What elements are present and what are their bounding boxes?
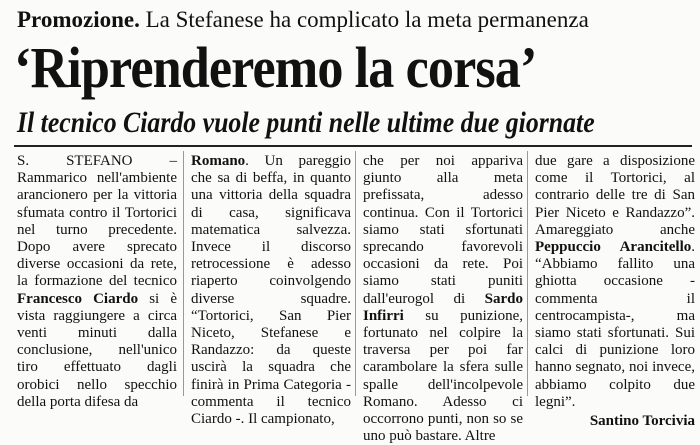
kicker-text: La Stefanese ha complicato la meta permanenza (139, 7, 589, 32)
person-name: Sardo Infirri (363, 290, 523, 324)
column-text: che per noi appariva giunto alla meta prefissata, adesso continua. Con il Tortorici siamo stati sfortunati sprecando favorevoli occasioni da rete. Poi siamo stati puniti dall'eurogol di (363, 153, 523, 307)
kicker (17, 6, 697, 34)
person-name: Romano (191, 153, 246, 169)
article-column-2 (191, 153, 351, 428)
column-divider (183, 151, 184, 396)
person-name: Francesco Ciardo (17, 290, 139, 307)
article-column-4 (535, 153, 695, 430)
person-name: Peppuccio Arancitello (535, 239, 692, 256)
header-rule (14, 145, 692, 147)
headline: ‘Riprenderemo la corsa’ (14, 35, 537, 100)
column-text: due gare a disposizione come il Tortorici, al contrario delle tre di San Pier Niceto e Randazzo”. Amareggiato anche (535, 153, 695, 238)
column-text: . Un pareggio che sa di beffa, in quanto una vittoria della squadra di casa, significava matematica salvezza. Invece il discorso retrocessione è adesso riaperto coinvolgendo diverse squadre. “Tortorici, San Pier Niceto, Stefanese e Randazzo: da queste uscirà la squadra che finirà in Prima Categoria - commenta il tecnico Ciardo -. Il campionato, (191, 153, 351, 428)
article-column-3 (363, 153, 523, 445)
column-text: . “Abbiamo fallito una ghiotta occasione - commenta il centrocampista-, ma siamo stati sfortunati. Sui calci di punizione loro hanno segnato, noi invece, abbiamo colpito due legni”. (535, 239, 695, 410)
column-text: si è vista raggiungere a circa venti minuti dalla conclusione, nell'unico tiro effettuato dagli orobici nello specchio della porta difesa da (17, 290, 177, 410)
column-text: S. STEFANO – Rammarico nell'ambiente arancionero per la vittoria sfumata contro il Tortorici nel turno precedente. Dopo avere sprecato diverse occasioni da rete, la formazione del tecnico (17, 153, 177, 290)
subhead: Il tecnico Ciardo vuole punti nelle ultime due giornate (17, 106, 595, 139)
author-signature: Santino Torcivia (589, 413, 695, 430)
article-column-1 (17, 153, 177, 411)
column-divider (527, 151, 528, 396)
column-text: su punizione, fortunato nel colpire la traversa per poi far carambolare la sfera sulle spalle dell'incolpevole Romano. Adesso ci occorrono punti, non so se uno può bastare. Altre (363, 307, 523, 445)
column-divider (355, 151, 356, 396)
kicker-section: Promozione. (17, 7, 140, 32)
